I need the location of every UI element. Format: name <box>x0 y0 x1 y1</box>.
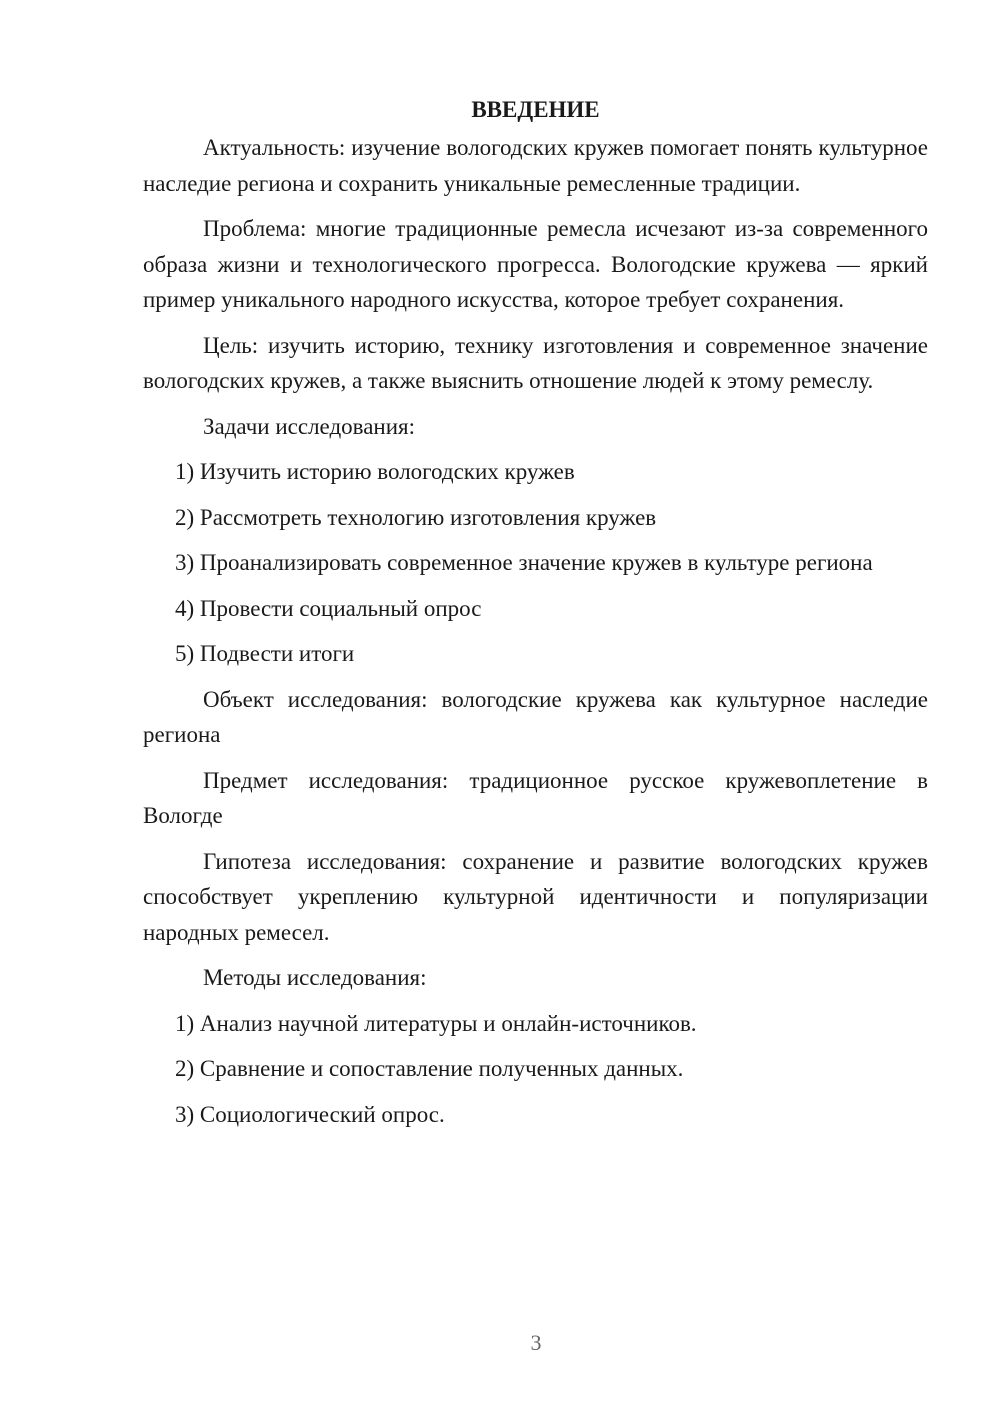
goal-paragraph: Цель: изучить историю, технику изготовления и современное значение вологодских кружев, а также выяснить отношение людей к этому ремеслу. <box>143 332 928 393</box>
object-paragraph: Объект исследования: вологодские кружева как культурное наследие региона <box>143 686 928 747</box>
methods-heading: Методы исследования: <box>203 965 427 990</box>
tasks-list <box>143 454 928 672</box>
list-item: 3) Проанализировать современное значение кружев в культуре региона <box>175 550 873 575</box>
page-number: 3 <box>530 1330 542 1355</box>
document-page <box>143 92 928 1142</box>
list-item: 1) Изучить историю вологодских кружев <box>175 459 575 484</box>
list-item: 4) Провести социальный опрос <box>175 595 482 621</box>
hypothesis-paragraph: Гипотеза исследования: сохранение и развитие вологодских кружев способствует укреплению культурной идентичности и популяризации народных ремесел. <box>143 848 928 945</box>
relevance-paragraph: Актуальность: изучение вологодских кружев помогает понять культурное наследие региона и сохранить уникальные ремесленные традиции. <box>143 135 928 196</box>
list-item: 3) Социологический опрос. <box>175 1101 445 1127</box>
list-item: 5) Подвести итоги <box>175 641 355 666</box>
list-item: 2) Рассмотреть технологию изготовления кружев <box>175 504 657 530</box>
methods-list <box>143 1006 928 1133</box>
tasks-heading: Задачи исследования: <box>203 413 416 439</box>
list-item: 2) Сравнение и сопоставление полученных данных. <box>175 1056 684 1081</box>
section-title: ВВЕДЕНИЕ <box>471 97 600 122</box>
problem-paragraph: Проблема: многие традиционные ремесла исчезают из-за современного образа жизни и технологического прогресса. Вологодские кружева — яркий пример уникального народного искусства, которое требует сохранения. <box>143 216 928 312</box>
subject-paragraph: Предмет исследования: традиционное русское кружевоплетение в Вологде <box>143 767 928 828</box>
list-item: 1) Анализ научной литературы и онлайн-источников. <box>175 1010 697 1036</box>
